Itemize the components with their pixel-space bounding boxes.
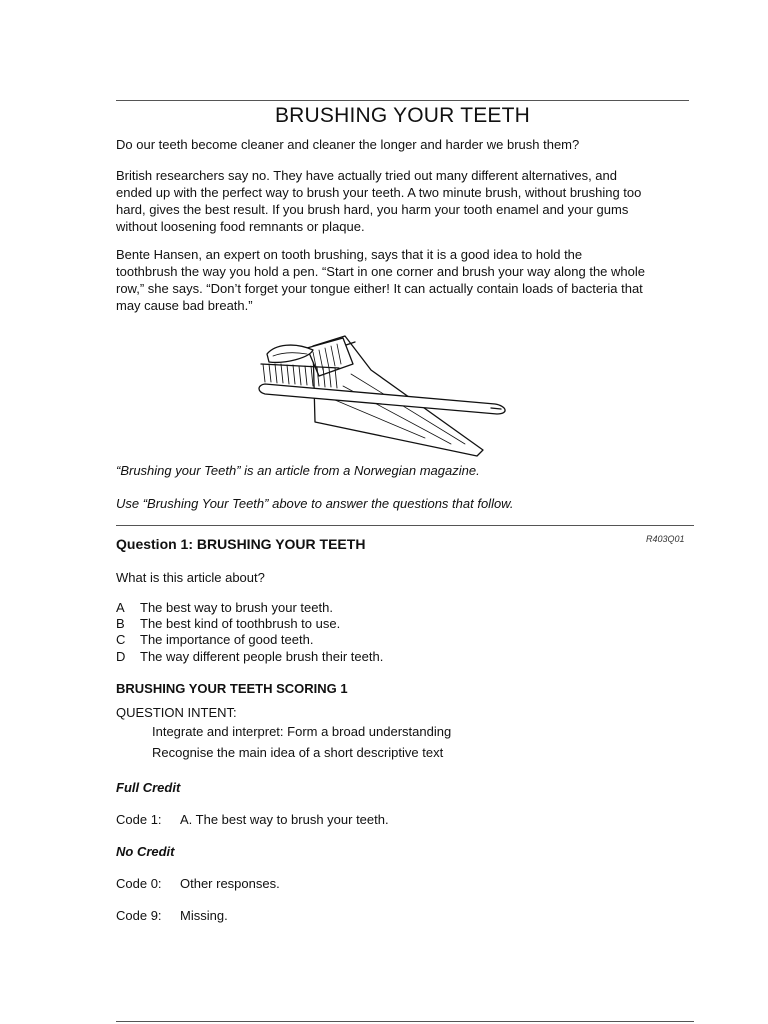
question-code: R403Q01	[646, 534, 685, 544]
option-letter: A	[116, 600, 125, 615]
article-paragraph-2: British researchers say no. They have actually tried out many different alternatives, and ended up with the perfect way to brush your teeth. A two minute brush, without brushing too hard, gives the best result. If you brush hard, you harm your tooth enamel and your gums without loosening food remnants or plaque.	[116, 168, 642, 234]
option-d[interactable]	[116, 649, 383, 665]
article-title: BRUSHING YOUR TEETH	[274, 104, 531, 127]
full-credit-code-row	[116, 812, 389, 828]
bottom-rule	[116, 1021, 694, 1022]
full-credit-label: Full Credit	[116, 780, 181, 795]
top-rule	[116, 100, 689, 101]
article-paragraph-3: Bente Hansen, an expert on tooth brushing, says that it is a good idea to hold the toothbrush the way you hold a pen. “Start in one corner and brush your way along the whole row,” she says. “Don’t forget your tongue either! It can actually contain loads of bacteria that may cause bad breath.”	[116, 247, 645, 313]
code-label: Code 1:	[116, 812, 162, 827]
option-text: The best kind of toothbrush to use.	[140, 616, 341, 631]
article-paragraph-1: Do our teeth become cleaner and cleaner the longer and harder we brush them?	[116, 137, 580, 152]
option-b[interactable]	[116, 616, 340, 632]
code-text: Missing.	[180, 908, 228, 923]
option-a[interactable]	[116, 600, 333, 616]
question-divider	[116, 525, 694, 526]
instruction-text: Use “Brushing Your Teeth” above to answer the questions that follow.	[116, 496, 514, 511]
option-text: The way different people brush their teeth.	[140, 649, 384, 664]
option-text: The importance of good teeth.	[140, 632, 314, 647]
scoring-heading: BRUSHING YOUR TEETH SCORING 1	[116, 681, 348, 696]
option-letter: B	[116, 616, 125, 631]
intent-line-2: Recognise the main idea of a short descriptive text	[152, 745, 444, 760]
toothbrush-illustration	[255, 334, 515, 462]
intent-label: QUESTION INTENT:	[116, 705, 237, 720]
option-letter: D	[116, 649, 126, 664]
option-text: The best way to brush your teeth.	[140, 600, 333, 615]
code-text: A. The best way to brush your teeth.	[180, 812, 389, 827]
code-label: Code 0:	[116, 876, 162, 891]
no-credit-code-row-0	[116, 876, 280, 892]
option-letter: C	[116, 632, 126, 647]
intent-line-1: Integrate and interpret: Form a broad understanding	[152, 724, 452, 739]
no-credit-label: No Credit	[116, 844, 175, 859]
no-credit-code-row-9	[116, 908, 228, 924]
question-title: Question 1: BRUSHING YOUR TEETH	[116, 536, 366, 552]
code-text: Other responses.	[180, 876, 280, 891]
question-prompt: What is this article about?	[116, 570, 265, 585]
code-label: Code 9:	[116, 908, 162, 923]
source-note: “Brushing your Teeth” is an article from a Norwegian magazine.	[116, 463, 480, 478]
option-c[interactable]	[116, 632, 313, 648]
